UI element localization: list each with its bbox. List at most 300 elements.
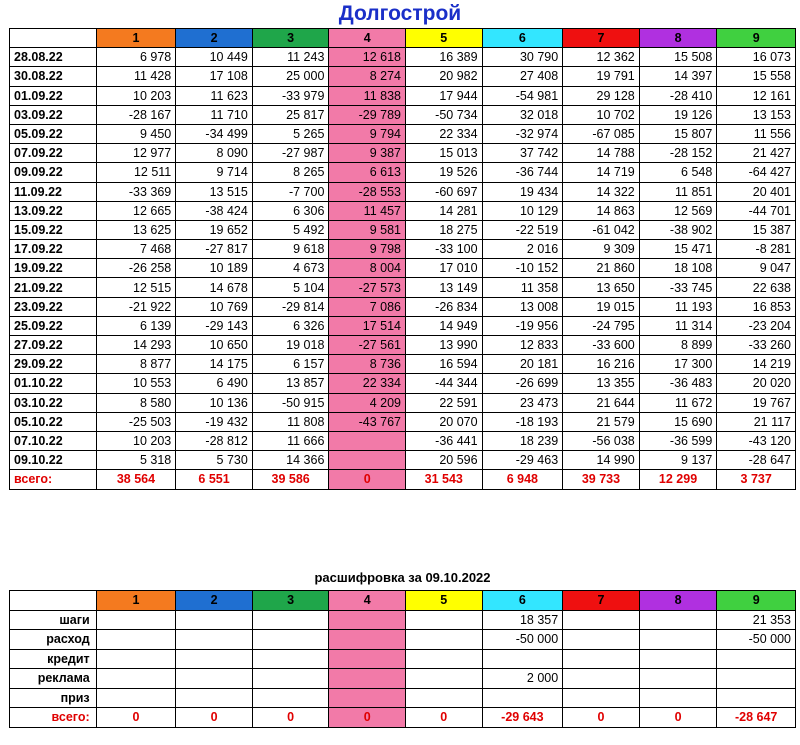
- breakdown-cell: [639, 669, 717, 689]
- breakdown-cell: [329, 649, 406, 669]
- table-cell: 30 790: [482, 48, 563, 67]
- table-cell: 9 798: [329, 240, 406, 259]
- table-row: [10, 67, 796, 86]
- table-cell: 10 553: [96, 374, 176, 393]
- table-cell: 12 511: [96, 163, 176, 182]
- table-cell: -18 193: [482, 412, 563, 431]
- table-cell: 11 672: [639, 393, 717, 412]
- table-cell: 15 690: [639, 412, 717, 431]
- breakdown-cell: [329, 630, 406, 650]
- total-cell: 31 543: [405, 470, 482, 489]
- breakdown-col-header-9: 9: [717, 591, 796, 611]
- row-date: 03.09.22: [10, 105, 97, 124]
- table-cell: 15 471: [639, 240, 717, 259]
- table-cell: -43 767: [329, 412, 406, 431]
- breakdown-row: [10, 649, 796, 669]
- table-cell: 8 004: [329, 259, 406, 278]
- table-cell: 9 618: [252, 240, 329, 259]
- table-cell: -26 258: [96, 259, 176, 278]
- table-cell: 9 714: [176, 163, 253, 182]
- table-cell: 25 000: [252, 67, 329, 86]
- table-cell: 15 387: [717, 220, 796, 239]
- table-cell: 14 281: [405, 201, 482, 220]
- table-cell: 8 580: [96, 393, 176, 412]
- table-cell: -29 463: [482, 451, 563, 470]
- table-cell: 11 808: [252, 412, 329, 431]
- row-date: 30.08.22: [10, 67, 97, 86]
- table-cell: 13 515: [176, 182, 253, 201]
- table-cell: 15 013: [405, 144, 482, 163]
- row-date: 07.10.22: [10, 431, 97, 450]
- breakdown-total-cell: 0: [639, 708, 717, 728]
- breakdown-cell: [563, 630, 640, 650]
- table-cell: 19 015: [563, 297, 640, 316]
- table-cell: 5 318: [96, 451, 176, 470]
- breakdown-cell: -50 000: [717, 630, 796, 650]
- breakdown-cell: [717, 688, 796, 708]
- table-cell: 37 742: [482, 144, 563, 163]
- table-row: [10, 316, 796, 335]
- table-cell: 19 767: [717, 393, 796, 412]
- table-cell: 11 193: [639, 297, 717, 316]
- table-cell: 11 623: [176, 86, 253, 105]
- table-cell: 6 613: [329, 163, 406, 182]
- breakdown-cell: 21 353: [717, 610, 796, 630]
- table-cell: 12 515: [96, 278, 176, 297]
- table-row: [10, 48, 796, 67]
- table-cell: -8 281: [717, 240, 796, 259]
- table-cell: 14 949: [405, 316, 482, 335]
- table-cell: 11 428: [96, 67, 176, 86]
- breakdown-label: шаги: [10, 610, 97, 630]
- row-date: 13.09.22: [10, 201, 97, 220]
- breakdown-cell: [639, 610, 717, 630]
- table-cell: 9 137: [639, 451, 717, 470]
- table-cell: 17 300: [639, 355, 717, 374]
- table-cell: 14 175: [176, 355, 253, 374]
- table-cell: -27 573: [329, 278, 406, 297]
- breakdown-cell: [717, 649, 796, 669]
- main-col-header-9: 9: [717, 29, 796, 48]
- table-cell: 13 355: [563, 374, 640, 393]
- table-cell: 11 314: [639, 316, 717, 335]
- main-col-header-8: 8: [639, 29, 717, 48]
- main-col-header-3: 3: [252, 29, 329, 48]
- breakdown-cell: [252, 669, 329, 689]
- table-cell: 12 833: [482, 336, 563, 355]
- table-cell: 19 791: [563, 67, 640, 86]
- breakdown-total-cell: -28 647: [717, 708, 796, 728]
- table-cell: -25 503: [96, 412, 176, 431]
- main-header-row: [10, 29, 796, 48]
- row-date: 21.09.22: [10, 278, 97, 297]
- breakdown-col-header-6: 6: [482, 591, 563, 611]
- table-row: [10, 86, 796, 105]
- breakdown-cell: [405, 630, 482, 650]
- table-cell: -33 100: [405, 240, 482, 259]
- breakdown-col-header-7: 7: [563, 591, 640, 611]
- breakdown-cell: [639, 688, 717, 708]
- breakdown-col-header-4: 4: [329, 591, 406, 611]
- table-cell: 14 990: [563, 451, 640, 470]
- breakdown-row: [10, 669, 796, 689]
- table-cell: 20 982: [405, 67, 482, 86]
- table-cell: 22 334: [405, 124, 482, 143]
- breakdown-cell: [405, 610, 482, 630]
- table-cell: 12 665: [96, 201, 176, 220]
- table-cell: 16 853: [717, 297, 796, 316]
- table-cell: -33 979: [252, 86, 329, 105]
- table-cell: 20 181: [482, 355, 563, 374]
- table-cell: 8 090: [176, 144, 253, 163]
- table-cell: 11 457: [329, 201, 406, 220]
- breakdown-row: [10, 630, 796, 650]
- table-cell: 13 008: [482, 297, 563, 316]
- table-cell: 22 334: [329, 374, 406, 393]
- breakdown-cell: [96, 688, 176, 708]
- main-col-header-6: 6: [482, 29, 563, 48]
- table-cell: -29 789: [329, 105, 406, 124]
- total-cell: 39 733: [563, 470, 640, 489]
- breakdown-col-header-5: 5: [405, 591, 482, 611]
- table-cell: 22 638: [717, 278, 796, 297]
- table-cell: 19 018: [252, 336, 329, 355]
- row-date: 15.09.22: [10, 220, 97, 239]
- table-cell: -10 152: [482, 259, 563, 278]
- table-cell: 18 239: [482, 431, 563, 450]
- table-cell: 27 408: [482, 67, 563, 86]
- table-cell: 16 594: [405, 355, 482, 374]
- table-cell: 9 309: [563, 240, 640, 259]
- table-cell: 14 397: [639, 67, 717, 86]
- table-cell: -23 204: [717, 316, 796, 335]
- breakdown-cell: [563, 649, 640, 669]
- breakdown-cell: [329, 669, 406, 689]
- table-cell: 14 863: [563, 201, 640, 220]
- table-cell: 6 157: [252, 355, 329, 374]
- table-cell: 7 468: [96, 240, 176, 259]
- table-cell: 14 788: [563, 144, 640, 163]
- breakdown-col-header-3: 3: [252, 591, 329, 611]
- table-cell: 4 673: [252, 259, 329, 278]
- total-row: [10, 470, 796, 489]
- table-cell: 10 769: [176, 297, 253, 316]
- table-cell: 5 730: [176, 451, 253, 470]
- breakdown-cell: [405, 649, 482, 669]
- breakdown-cell: [329, 610, 406, 630]
- table-cell: 6 306: [252, 201, 329, 220]
- table-cell: 8 274: [329, 67, 406, 86]
- table-cell: 13 990: [405, 336, 482, 355]
- breakdown-total-cell: 0: [405, 708, 482, 728]
- total-cell: 6 948: [482, 470, 563, 489]
- table-row: [10, 297, 796, 316]
- table-cell: -26 699: [482, 374, 563, 393]
- row-date: 11.09.22: [10, 182, 97, 201]
- breakdown-total-label: всего:: [10, 708, 97, 728]
- table-cell: 17 010: [405, 259, 482, 278]
- table-cell: 14 719: [563, 163, 640, 182]
- breakdown-cell: [563, 688, 640, 708]
- table-row: [10, 451, 796, 470]
- breakdown-label: приз: [10, 688, 97, 708]
- table-cell: 13 149: [405, 278, 482, 297]
- table-cell: 19 652: [176, 220, 253, 239]
- table-cell: -64 427: [717, 163, 796, 182]
- table-cell: 20 020: [717, 374, 796, 393]
- table-row: [10, 393, 796, 412]
- table-cell: 12 977: [96, 144, 176, 163]
- table-cell: 17 108: [176, 67, 253, 86]
- table-cell: 32 018: [482, 105, 563, 124]
- breakdown-cell: [252, 630, 329, 650]
- table-row: [10, 105, 796, 124]
- table-cell: 15 807: [639, 124, 717, 143]
- table-cell: 22 591: [405, 393, 482, 412]
- main-col-header-1: 1: [96, 29, 176, 48]
- table-cell: 11 358: [482, 278, 563, 297]
- table-row: [10, 182, 796, 201]
- breakdown-total-cell: 0: [176, 708, 253, 728]
- table-row: [10, 412, 796, 431]
- table-cell: 7 086: [329, 297, 406, 316]
- page-title: Долгострой: [338, 2, 462, 25]
- table-cell: 6 548: [639, 163, 717, 182]
- breakdown-cell: [176, 610, 253, 630]
- table-cell: 21 644: [563, 393, 640, 412]
- table-cell: 9 581: [329, 220, 406, 239]
- table-cell: 15 508: [639, 48, 717, 67]
- row-date: 17.09.22: [10, 240, 97, 259]
- breakdown-row: [10, 688, 796, 708]
- total-cell: 0: [329, 470, 406, 489]
- table-cell: -28 152: [639, 144, 717, 163]
- table-cell: 6 326: [252, 316, 329, 335]
- main-header-blank: [10, 29, 97, 48]
- breakdown-cell: -50 000: [482, 630, 563, 650]
- table-cell: -50 734: [405, 105, 482, 124]
- table-cell: 19 434: [482, 182, 563, 201]
- table-cell: 12 362: [563, 48, 640, 67]
- breakdown-cell: [252, 688, 329, 708]
- table-cell: 19 526: [405, 163, 482, 182]
- table-cell: -33 600: [563, 336, 640, 355]
- table-cell: 8 899: [639, 336, 717, 355]
- table-cell: -28 553: [329, 182, 406, 201]
- table-cell: 9 450: [96, 124, 176, 143]
- table-cell: 14 366: [252, 451, 329, 470]
- table-row: [10, 144, 796, 163]
- breakdown-cell: [639, 630, 717, 650]
- table-cell: 10 203: [96, 86, 176, 105]
- table-cell: -21 922: [96, 297, 176, 316]
- table-cell: 4 209: [329, 393, 406, 412]
- table-cell: -44 701: [717, 201, 796, 220]
- row-date: 27.09.22: [10, 336, 97, 355]
- breakdown-cell: [252, 649, 329, 669]
- breakdown-cell: [717, 669, 796, 689]
- table-cell: -28 647: [717, 451, 796, 470]
- table-cell: 11 243: [252, 48, 329, 67]
- breakdown-cell: [563, 610, 640, 630]
- table-cell: 25 817: [252, 105, 329, 124]
- table-cell: 11 838: [329, 86, 406, 105]
- table-cell: [329, 431, 406, 450]
- table-cell: [329, 451, 406, 470]
- table-row: [10, 278, 796, 297]
- table-cell: 18 108: [639, 259, 717, 278]
- table-cell: 11 710: [176, 105, 253, 124]
- table-cell: 16 389: [405, 48, 482, 67]
- table-row: [10, 124, 796, 143]
- row-date: 29.09.22: [10, 355, 97, 374]
- breakdown-header-row: [10, 591, 796, 611]
- table-cell: -33 369: [96, 182, 176, 201]
- table-row: [10, 355, 796, 374]
- breakdown-cell: [639, 649, 717, 669]
- table-cell: -36 599: [639, 431, 717, 450]
- table-cell: 23 473: [482, 393, 563, 412]
- row-date: 23.09.22: [10, 297, 97, 316]
- table-cell: -7 700: [252, 182, 329, 201]
- table-cell: 16 073: [717, 48, 796, 67]
- table-cell: 10 136: [176, 393, 253, 412]
- table-cell: -26 834: [405, 297, 482, 316]
- row-date: 03.10.22: [10, 393, 97, 412]
- table-cell: 5 492: [252, 220, 329, 239]
- table-cell: -36 744: [482, 163, 563, 182]
- table-cell: 15 558: [717, 67, 796, 86]
- table-row: [10, 220, 796, 239]
- table-cell: 8 265: [252, 163, 329, 182]
- table-cell: -22 519: [482, 220, 563, 239]
- table-cell: 16 216: [563, 355, 640, 374]
- table-cell: 9 794: [329, 124, 406, 143]
- table-cell: 12 618: [329, 48, 406, 67]
- breakdown-col-header-1: 1: [96, 591, 176, 611]
- table-cell: -27 987: [252, 144, 329, 163]
- row-date: 01.10.22: [10, 374, 97, 393]
- total-cell: 6 551: [176, 470, 253, 489]
- table-cell: -19 432: [176, 412, 253, 431]
- table-row: [10, 374, 796, 393]
- table-row: [10, 163, 796, 182]
- breakdown-header-blank: [10, 591, 97, 611]
- table-cell: -56 038: [563, 431, 640, 450]
- table-cell: -43 120: [717, 431, 796, 450]
- table-cell: -27 817: [176, 240, 253, 259]
- breakdown-cell: [329, 688, 406, 708]
- table-cell: -29 143: [176, 316, 253, 335]
- table-cell: 9 387: [329, 144, 406, 163]
- table-cell: -50 915: [252, 393, 329, 412]
- breakdown-cell: [96, 610, 176, 630]
- table-cell: 5 265: [252, 124, 329, 143]
- table-cell: -27 561: [329, 336, 406, 355]
- total-cell: 12 299: [639, 470, 717, 489]
- table-cell: 11 851: [639, 182, 717, 201]
- table-cell: 12 569: [639, 201, 717, 220]
- table-cell: 8 877: [96, 355, 176, 374]
- table-cell: 6 139: [96, 316, 176, 335]
- table-cell: 14 322: [563, 182, 640, 201]
- total-cell: 3 737: [717, 470, 796, 489]
- table-cell: 19 126: [639, 105, 717, 124]
- row-date: 09.10.22: [10, 451, 97, 470]
- breakdown-cell: [176, 688, 253, 708]
- breakdown-table: [9, 590, 796, 728]
- table-row: [10, 259, 796, 278]
- table-row: [10, 240, 796, 259]
- table-cell: 20 070: [405, 412, 482, 431]
- table-cell: 13 153: [717, 105, 796, 124]
- table-cell: 13 857: [252, 374, 329, 393]
- breakdown-cell: [96, 630, 176, 650]
- breakdown-label: реклама: [10, 669, 97, 689]
- table-cell: 13 625: [96, 220, 176, 239]
- table-cell: 8 736: [329, 355, 406, 374]
- table-cell: -61 042: [563, 220, 640, 239]
- row-date: 09.09.22: [10, 163, 97, 182]
- main-table: [9, 28, 796, 490]
- table-cell: -29 814: [252, 297, 329, 316]
- table-cell: -28 812: [176, 431, 253, 450]
- breakdown-title: расшифровка за 09.10.2022: [314, 570, 491, 585]
- table-cell: -67 085: [563, 124, 640, 143]
- table-cell: 29 128: [563, 86, 640, 105]
- row-date: 01.09.22: [10, 86, 97, 105]
- table-cell: 10 449: [176, 48, 253, 67]
- breakdown-cell: [252, 610, 329, 630]
- table-cell: 14 293: [96, 336, 176, 355]
- table-cell: -32 974: [482, 124, 563, 143]
- table-cell: 13 650: [563, 278, 640, 297]
- row-date: 07.09.22: [10, 144, 97, 163]
- table-cell: -33 745: [639, 278, 717, 297]
- row-date: 25.09.22: [10, 316, 97, 335]
- breakdown-cell: [563, 669, 640, 689]
- table-cell: 12 161: [717, 86, 796, 105]
- breakdown-cell: [96, 649, 176, 669]
- table-cell: -54 981: [482, 86, 563, 105]
- row-date: 19.09.22: [10, 259, 97, 278]
- table-cell: 21 860: [563, 259, 640, 278]
- table-cell: -19 956: [482, 316, 563, 335]
- table-cell: 21 579: [563, 412, 640, 431]
- total-cell: 38 564: [96, 470, 176, 489]
- table-cell: 9 047: [717, 259, 796, 278]
- table-cell: 10 650: [176, 336, 253, 355]
- table-cell: -44 344: [405, 374, 482, 393]
- table-cell: -24 795: [563, 316, 640, 335]
- breakdown-cell: [482, 649, 563, 669]
- total-label: всего:: [10, 470, 97, 489]
- breakdown-cell: [176, 669, 253, 689]
- table-row: [10, 201, 796, 220]
- row-date: 05.09.22: [10, 124, 97, 143]
- breakdown-cell: [176, 630, 253, 650]
- table-cell: 20 401: [717, 182, 796, 201]
- table-cell: 20 596: [405, 451, 482, 470]
- table-cell: -38 902: [639, 220, 717, 239]
- table-cell: 14 678: [176, 278, 253, 297]
- breakdown-cell: [482, 688, 563, 708]
- breakdown-total-cell: 0: [252, 708, 329, 728]
- breakdown-cell: [176, 649, 253, 669]
- breakdown-cell: [405, 669, 482, 689]
- table-cell: -28 410: [639, 86, 717, 105]
- table-cell: -36 483: [639, 374, 717, 393]
